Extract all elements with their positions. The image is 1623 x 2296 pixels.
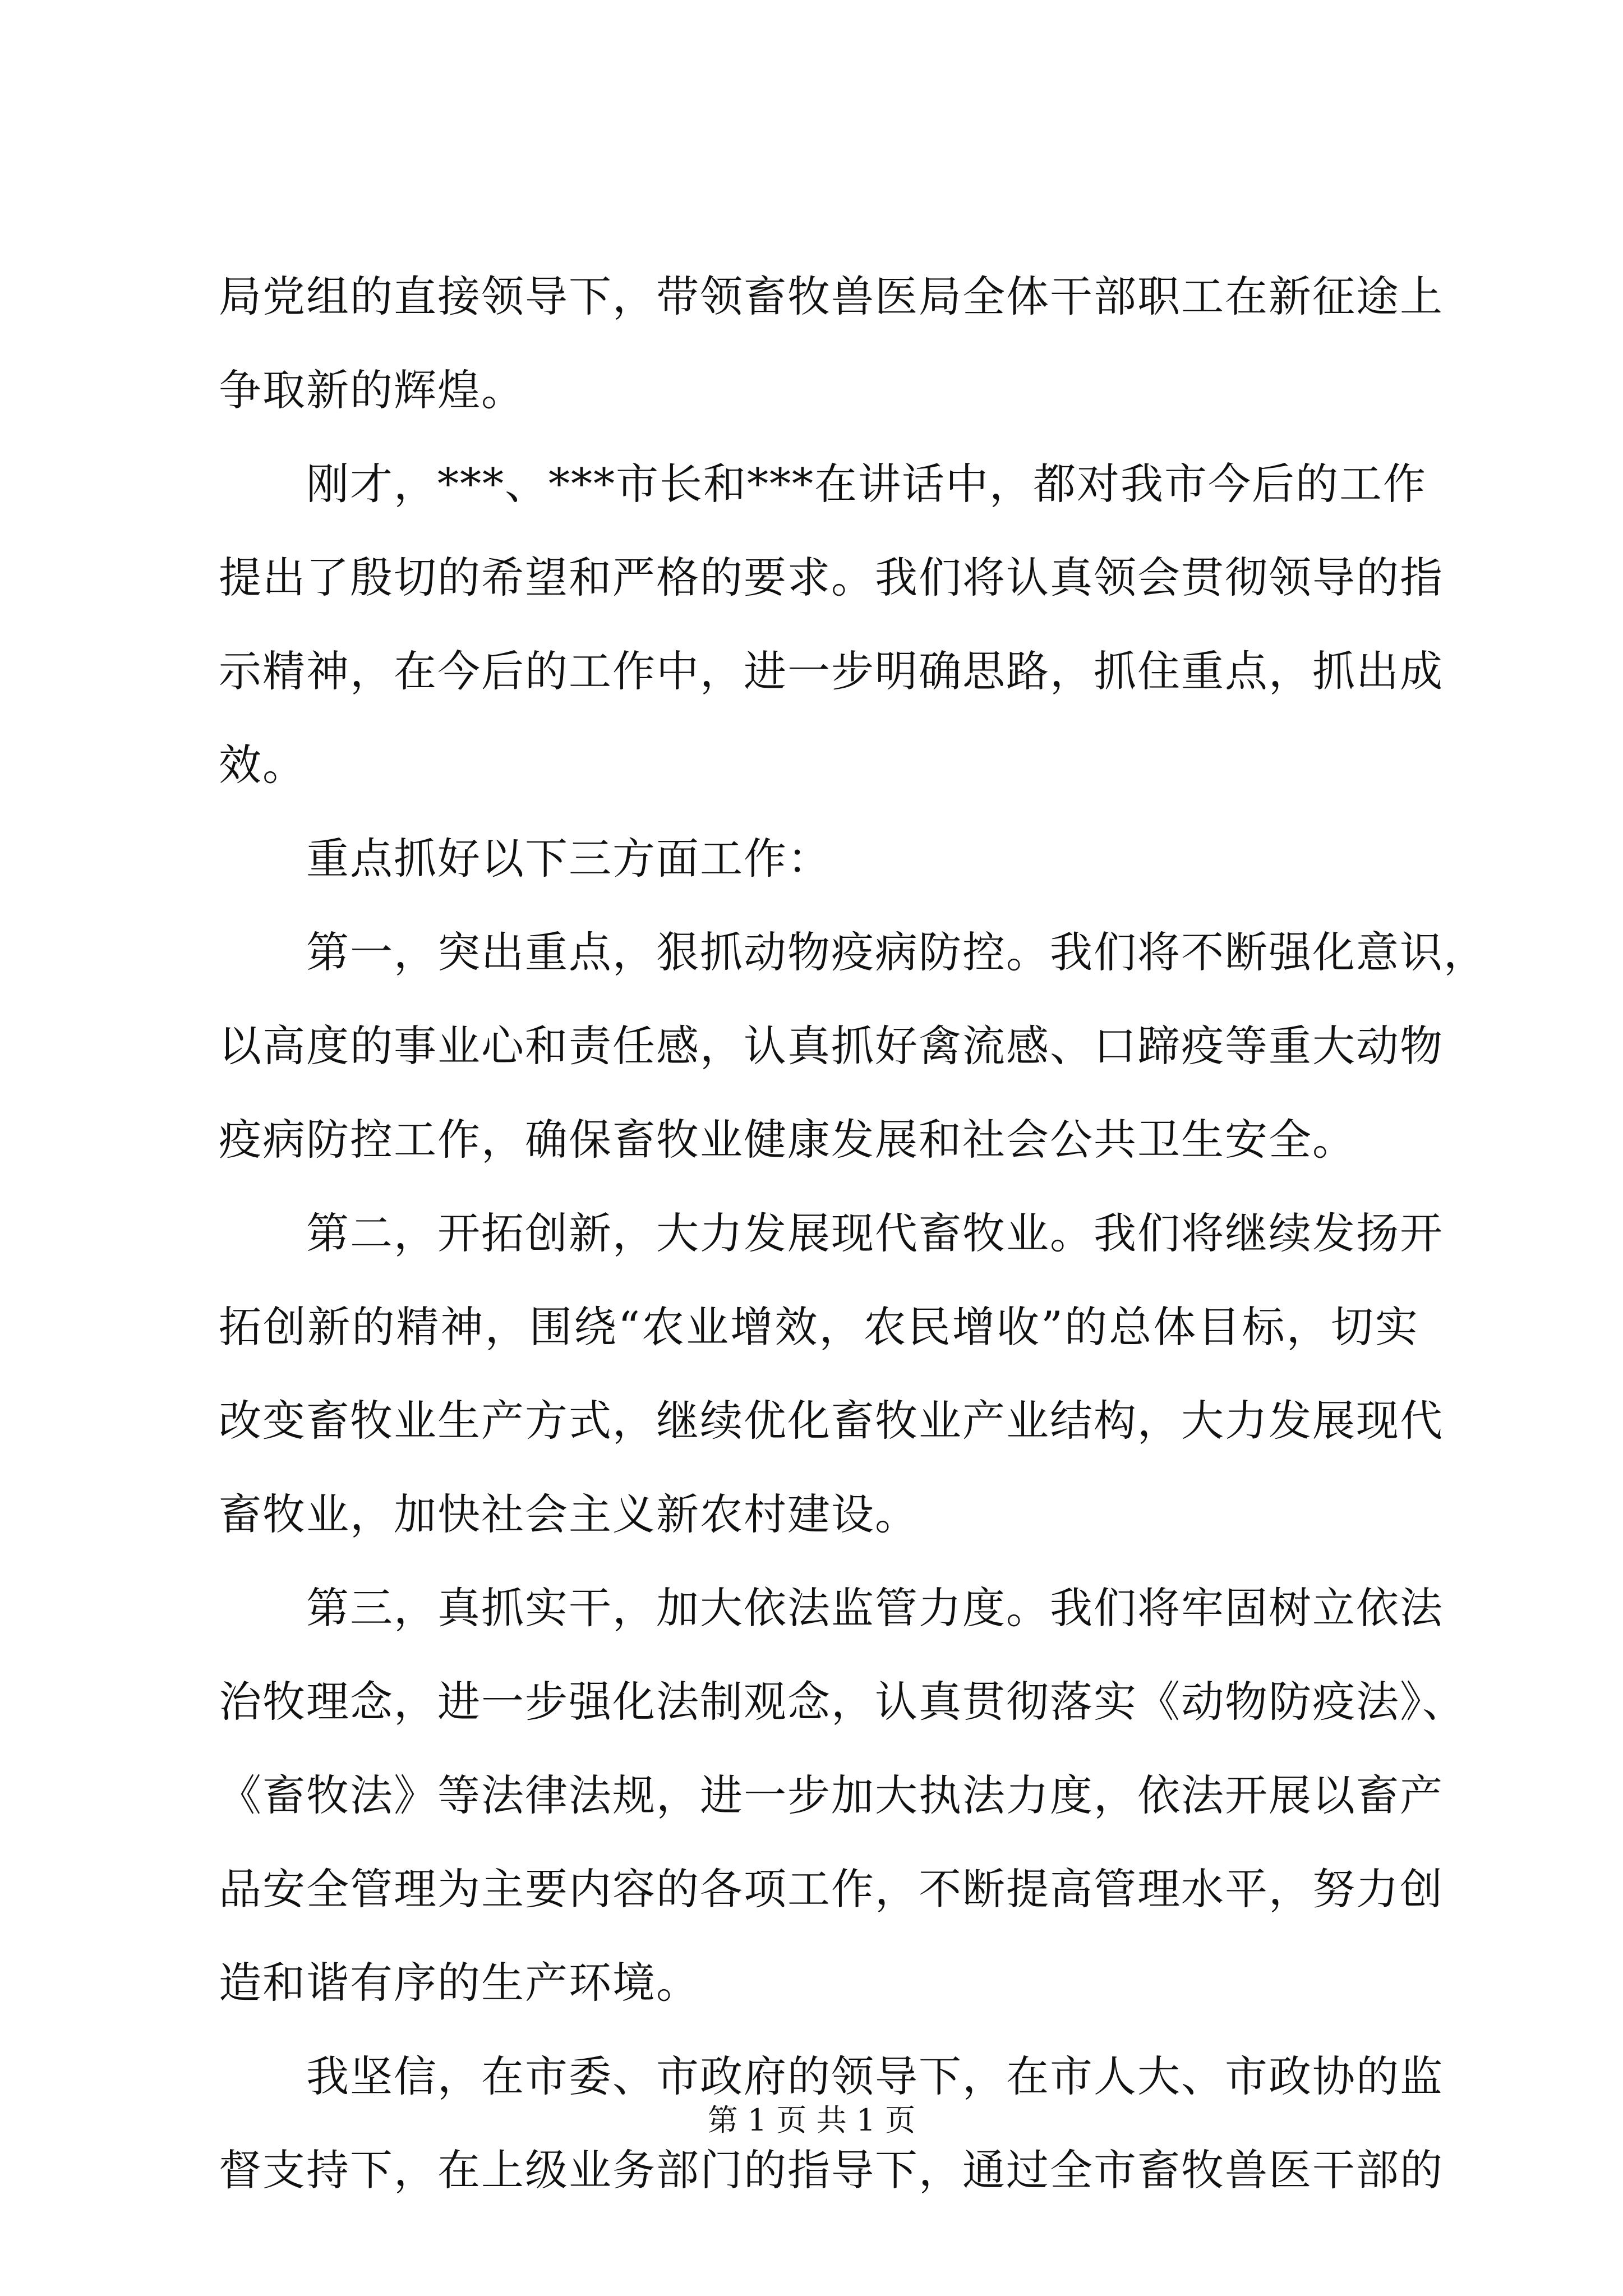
text-line: 疫病防控工作，确保畜牧业健康发展和社会公共卫生安全。	[219, 1115, 1356, 1165]
text-line: 督支持下，在上级业务部门的指导下，通过全市畜牧兽医干部的	[219, 2145, 1444, 2195]
page-footer	[0, 2098, 1623, 2143]
text-line: 第一，突出重点，狠抓动物疫病防控。我们将不断强化意识，	[306, 927, 1487, 977]
text-line: 第二，开拓创新，大力发展现代畜牧业。我们将继续发扬开	[306, 1208, 1444, 1258]
document-body	[219, 250, 1487, 2217]
text-line: 造和谐有序的生产环境。	[219, 1958, 700, 2008]
text-line: 效。	[219, 740, 306, 790]
text-line: 拓创新的精神，围绕“农业增效，农民增收”的总体目标，切实	[219, 1302, 1419, 1352]
text-line: 《畜牧法》等法律法规，进一步加大执法力度，依法开展以畜产	[219, 1770, 1444, 1820]
text-line: 重点抓好以下三方面工作：	[306, 834, 831, 884]
text-line: 畜牧业，加快社会主义新农村建设。	[219, 1489, 919, 1539]
text-line: 局党组的直接领导下，带领畜牧兽医局全体干部职工在新征途上	[219, 272, 1444, 321]
text-line: 治牧理念，进一步强化法制观念，认真贯彻落实《动物防疫法》、	[219, 1677, 1466, 1727]
text-line: 争取新的辉煌。	[219, 365, 525, 415]
text-line: 我坚信，在市委、市政府的领导下，在市人大、市政协的监	[306, 2051, 1444, 2101]
text-line: 第三，真抓实干，加大依法监管力度。我们将牢固树立依法	[306, 1583, 1444, 1633]
text-line: 品安全管理为主要内容的各项工作，不断提高管理水平，努力创	[219, 1864, 1444, 1914]
text-line: 示精神，在今后的工作中，进一步明确思路，抓住重点，抓出成	[219, 646, 1444, 696]
text-line: 提出了殷切的希望和严格的要求。我们将认真领会贯彻领导的指	[219, 553, 1444, 602]
page-number-label: 第 1 页 共 1 页	[707, 2102, 916, 2138]
text-line: 以高度的事业心和责任感，认真抓好禽流感、口蹄疫等重大动物	[219, 1021, 1444, 1071]
text-line: 刚才，***、***市长和***在讲话中，都对我市今后的工作	[306, 459, 1427, 509]
text-line: 改变畜牧业生产方式，继续优化畜牧业产业结构，大力发展现代	[219, 1396, 1444, 1446]
